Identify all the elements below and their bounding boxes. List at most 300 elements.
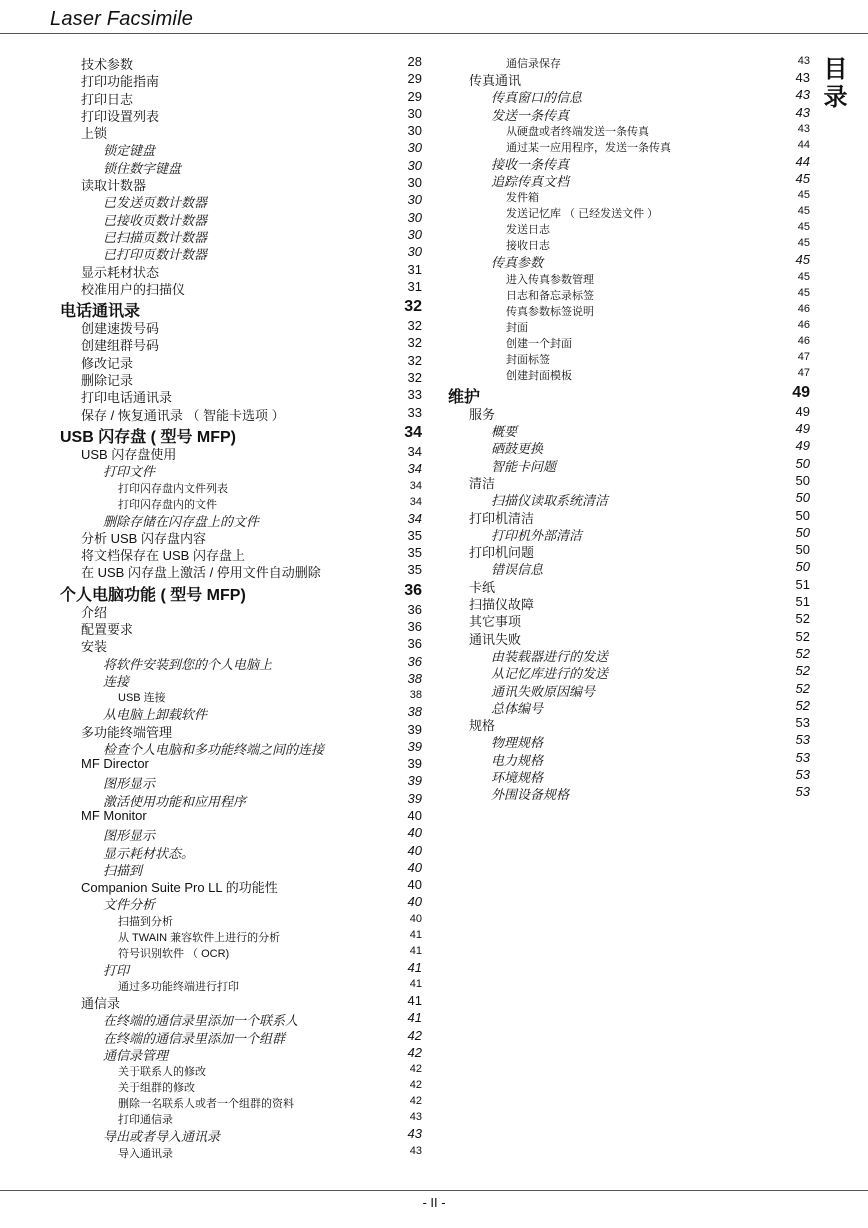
toc-entry-title: 介绍 — [81, 604, 108, 620]
toc-entry-page: 36 — [407, 636, 422, 652]
toc-entry-title: USB 闪存盘 ( 型号 MFP) — [60, 428, 236, 446]
toc-entry-page: 52 — [795, 680, 810, 696]
toc-entry-title: Companion Suite Pro LL 的功能性 — [81, 880, 278, 896]
toc-entry-page: 40 — [407, 859, 422, 875]
toc-entry-title: 规格 — [469, 718, 496, 734]
toc-entry-title: 激活使用功能和应用程序 — [103, 793, 247, 809]
toc-entry-page: 32 — [407, 370, 422, 386]
toc-entry[interactable] — [448, 252, 810, 269]
toc-entry-page: 43 — [797, 55, 810, 67]
toc-entry[interactable] — [60, 296, 422, 321]
toc-entry[interactable] — [60, 1010, 422, 1027]
toc-entry-title: 传真参数 — [491, 255, 544, 271]
toc-entry[interactable] — [448, 87, 810, 104]
toc-entry[interactable] — [448, 171, 810, 188]
toc-entry[interactable] — [60, 843, 422, 860]
toc-entry-title: 接收日志 — [506, 240, 550, 253]
toc-entry-title: 概要 — [491, 424, 518, 440]
toc-entry[interactable] — [448, 577, 810, 594]
toc-entry[interactable] — [448, 438, 810, 455]
toc-entry-title: 将软件安装到您的个人电脑上 — [103, 656, 273, 672]
toc-entry-page: 30 — [407, 209, 422, 225]
toc-entry-page: 34 — [407, 510, 422, 526]
toc-entry[interactable] — [60, 977, 422, 993]
toc-entry-title: 打印日志 — [81, 91, 134, 107]
toc-entry[interactable] — [60, 210, 422, 227]
toc-entry-page: 40 — [407, 877, 422, 893]
toc-entry-page: 30 — [407, 105, 422, 121]
toc-entry[interactable] — [448, 54, 810, 70]
toc-entry-page: 42 — [407, 1027, 422, 1043]
toc-entry-title: 保存 / 恢复通讯录 （ 智能卡选项 ） — [81, 407, 285, 423]
toc-entry-title: 打印电话通讯录 — [81, 390, 173, 406]
toc-entry[interactable] — [60, 580, 422, 602]
toc-entry[interactable] — [60, 960, 422, 977]
toc-entry-title: 锁定键盘 — [103, 143, 156, 159]
toc-entry-page: 41 — [409, 978, 422, 991]
header-divider — [0, 33, 868, 34]
toc-entry-page: 36 — [404, 581, 422, 599]
toc-entry-page: 38 — [409, 689, 422, 702]
toc-entry-title: 读取计数器 — [81, 178, 147, 194]
toc-entry-page: 45 — [797, 286, 810, 299]
toc-entry-title: 通信录管理 — [103, 1047, 169, 1063]
toc-entry-page: 42 — [409, 1095, 422, 1108]
footer-divider — [0, 1190, 868, 1191]
toc-entry-page: 53 — [795, 715, 810, 731]
toc-entry-page: 50 — [795, 524, 810, 540]
toc-entry-page: 41 — [409, 928, 422, 941]
toc-entry-page: 52 — [795, 663, 810, 679]
toc-entry[interactable] — [448, 490, 810, 507]
toc-entry[interactable] — [448, 188, 810, 204]
toc-entry-page: 47 — [797, 350, 810, 363]
toc-entry[interactable] — [60, 928, 422, 944]
toc-entry-title: 创建封面模板 — [506, 369, 572, 382]
toc-entry[interactable] — [448, 318, 810, 334]
toc-entry-page: 52 — [795, 611, 810, 627]
toc-entry-page: 34 — [407, 443, 422, 459]
toc-entry[interactable] — [60, 773, 422, 790]
toc-entry-title: 关于组群的修改 — [118, 1082, 195, 1095]
toc-entry-page: 53 — [795, 749, 810, 765]
toc-entry[interactable] — [448, 70, 810, 87]
toc-entry[interactable] — [448, 715, 810, 732]
toc-entry-title: 传真窗口的信息 — [491, 90, 583, 106]
toc-entry[interactable] — [60, 704, 422, 721]
toc-entry[interactable] — [60, 1062, 422, 1078]
toc-entry-title: 由装载器进行的发送 — [491, 648, 609, 664]
section-side-label: 目录 — [819, 56, 846, 112]
toc-entry-title: 通信录 — [81, 996, 121, 1012]
toc-entry[interactable] — [60, 244, 422, 261]
toc-entry-page: 32 — [407, 352, 422, 368]
toc-entry[interactable] — [60, 671, 422, 688]
toc-entry-page: 28 — [407, 54, 422, 69]
toc-entry-title: 删除记录 — [81, 373, 134, 389]
toc-entry-page: 52 — [795, 645, 810, 661]
toc-entry[interactable] — [448, 681, 810, 698]
toc-entry[interactable] — [60, 192, 422, 209]
toc-entry-page: 50 — [795, 542, 810, 558]
toc-entry-page: 40 — [407, 842, 422, 858]
toc-entry-title: 通过多功能终端进行打印 — [118, 981, 239, 994]
toc-entry-title: 通讯失败 — [469, 631, 522, 647]
toc-entry[interactable] — [60, 894, 422, 911]
toc-entry-title: 已打印页数计数器 — [103, 247, 208, 263]
toc-right-column — [448, 54, 810, 802]
toc-entry-page: 39 — [407, 721, 422, 737]
toc-entry-title: 传真通讯 — [469, 73, 522, 88]
toc-entry-title: 上锁 — [81, 126, 108, 142]
toc-entry-page: 30 — [407, 157, 422, 173]
toc-entry-page: 43 — [795, 87, 810, 103]
toc-entry-title: 已接收页数计数器 — [103, 212, 208, 228]
toc-entry[interactable] — [60, 808, 422, 825]
toc-entry-title: 其它事项 — [469, 614, 522, 630]
toc-entry-title: 错误信息 — [491, 562, 544, 578]
toc-entry-title: 检查个人电脑和多功能终端之间的连接 — [103, 741, 325, 757]
toc-entry-page: 47 — [797, 366, 810, 379]
toc-entry-page: 41 — [409, 944, 422, 957]
toc-entry-page: 40 — [407, 894, 422, 910]
toc-entry[interactable] — [60, 791, 422, 808]
toc-entry-page: 46 — [797, 334, 810, 347]
toc-entry-page: 50 — [795, 507, 810, 523]
toc-entry[interactable] — [60, 158, 422, 175]
toc-entry-page: 33 — [407, 387, 422, 403]
toc-entry-page: 40 — [409, 912, 422, 925]
toc-entry-page: 46 — [797, 318, 810, 331]
toc-entry-title: 文件分析 — [103, 897, 156, 913]
toc-entry[interactable] — [448, 404, 810, 421]
toc-entry[interactable] — [60, 444, 422, 461]
toc-entry[interactable] — [60, 262, 422, 279]
toc-entry-title: 清洁 — [469, 475, 496, 491]
toc-entry[interactable] — [60, 54, 422, 71]
toc-entry[interactable] — [60, 528, 422, 545]
toc-entry[interactable] — [60, 825, 422, 842]
toc-entry-title: 在终端的通信录里添加一个联系人 — [103, 1013, 299, 1029]
toc-entry[interactable] — [448, 473, 810, 490]
toc-entry-title: 通过某一应用程序，发送一条传真 — [506, 141, 671, 154]
toc-entry[interactable] — [448, 559, 810, 576]
toc-entry[interactable] — [448, 646, 810, 663]
toc-entry-title: 已扫描页数计数器 — [103, 229, 208, 245]
toc-entry-page: 38 — [407, 704, 422, 720]
toc-entry-page: 32 — [407, 318, 422, 334]
toc-entry[interactable] — [60, 739, 422, 756]
toc-entry-title: 创建一个封面 — [506, 337, 572, 350]
toc-entry[interactable] — [448, 105, 810, 122]
toc-entry-page: 46 — [797, 302, 810, 315]
toc-entry[interactable] — [448, 629, 810, 646]
toc-entry[interactable] — [448, 270, 810, 286]
toc-entry-page: 43 — [795, 70, 810, 85]
toc-entry-page: 34 — [404, 423, 422, 441]
toc-entry-page: 49 — [792, 383, 810, 401]
toc-entry[interactable] — [60, 405, 422, 422]
toc-entry-page: 45 — [795, 252, 810, 268]
toc-entry[interactable] — [448, 382, 810, 404]
toc-entry[interactable] — [60, 387, 422, 404]
toc-entry-page: 35 — [407, 562, 422, 578]
toc-entry[interactable] — [60, 140, 422, 157]
toc-entry[interactable] — [60, 688, 422, 704]
toc-entry-title: 发送记忆库 （ 已经发送文件 ） — [506, 208, 659, 221]
toc-entry-page: 30 — [407, 140, 422, 156]
toc-entry-page: 51 — [795, 576, 810, 592]
toc-entry[interactable] — [60, 422, 422, 444]
toc-entry[interactable] — [60, 511, 422, 528]
toc-entry-title: 环境规格 — [491, 770, 544, 786]
toc-entry[interactable] — [448, 350, 810, 366]
toc-entry-title: 在 USB 闪存盘上激活 / 停用文件自动删除 — [81, 565, 321, 581]
toc-entry-page: 33 — [407, 404, 422, 420]
toc-entry-title: 发送一条传真 — [491, 107, 570, 123]
toc-entry-page: 30 — [407, 244, 422, 260]
toc-entry[interactable] — [60, 860, 422, 877]
toc-entry-title: 导出或者导入通讯录 — [103, 1129, 221, 1145]
toc-entry-title: 符号识别软件 （ OCR) — [118, 947, 230, 960]
toc-entry-title: 硒鼓更换 — [491, 441, 544, 457]
toc-entry[interactable] — [448, 366, 810, 382]
toc-entry[interactable] — [60, 1028, 422, 1045]
toc-entry[interactable] — [448, 456, 810, 473]
toc-entry-page: 41 — [407, 1010, 422, 1026]
toc-entry-title: MF Director — [81, 756, 149, 772]
toc-entry-page: 45 — [797, 189, 810, 202]
toc-entry-page: 30 — [407, 226, 422, 242]
toc-entry[interactable] — [60, 756, 422, 773]
toc-entry-title: 打印机外部清洁 — [491, 527, 583, 543]
toc-entry-title: 服务 — [469, 406, 496, 422]
toc-entry-page: 30 — [407, 123, 422, 139]
toc-entry-title: 图形显示 — [103, 776, 156, 792]
toc-entry[interactable] — [448, 204, 810, 220]
toc-entry-title: 删除一名联系人或者一个组群的资料 — [118, 1098, 294, 1111]
toc-entry-page: 51 — [795, 594, 810, 610]
toc-entry-title: 通讯失败原因编号 — [491, 683, 596, 699]
toc-entry-title: 从电脑上卸载软件 — [103, 707, 208, 723]
toc-entry[interactable] — [448, 611, 810, 628]
toc-entry-title: 总体编号 — [491, 700, 544, 716]
toc-entry-page: 30 — [407, 175, 422, 191]
toc-entry-title: 打印机清洁 — [469, 510, 535, 526]
toc-entry-page: 49 — [795, 438, 810, 454]
toc-entry-page: 45 — [797, 270, 810, 283]
toc-entry-title: 将文档保存在 USB 闪存盘上 — [81, 548, 245, 564]
toc-entry-title: 分析 USB 闪存盘内容 — [81, 530, 206, 546]
toc-entry-page: 34 — [407, 461, 422, 477]
toc-entry-title: 智能卡问题 — [491, 458, 557, 474]
toc-entry[interactable] — [448, 122, 810, 138]
toc-entry[interactable] — [60, 562, 422, 579]
toc-entry-title: 通信录保存 — [506, 58, 561, 70]
toc-entry[interactable] — [448, 525, 810, 542]
toc-entry[interactable] — [448, 784, 810, 801]
toc-entry[interactable] — [448, 698, 810, 715]
toc-entry-page: 42 — [409, 1079, 422, 1092]
toc-entry-page: 50 — [795, 559, 810, 575]
document-header-title: Laser Facsimile — [50, 8, 194, 30]
toc-entry[interactable] — [60, 1078, 422, 1094]
toc-entry[interactable] — [448, 732, 810, 749]
toc-entry[interactable] — [60, 279, 422, 296]
toc-entry[interactable] — [448, 220, 810, 236]
toc-entry-title: 扫描仪故障 — [469, 597, 535, 613]
toc-entry[interactable] — [60, 636, 422, 653]
toc-entry[interactable] — [60, 722, 422, 739]
toc-entry-title: 电力规格 — [491, 752, 544, 768]
toc-entry-title: 创建组群号码 — [81, 338, 160, 354]
toc-entry-page: 40 — [407, 807, 422, 823]
toc-entry-page: 34 — [409, 495, 422, 508]
toc-entry-page: 53 — [795, 784, 810, 800]
toc-entry[interactable] — [448, 138, 810, 154]
toc-entry[interactable] — [60, 1094, 422, 1110]
toc-entry[interactable] — [60, 106, 422, 123]
toc-entry[interactable] — [448, 750, 810, 767]
toc-entry-page: 49 — [795, 421, 810, 437]
toc-entry[interactable] — [60, 654, 422, 671]
toc-entry-page: 45 — [797, 237, 810, 250]
toc-entry[interactable] — [60, 1126, 422, 1143]
toc-entry-page: 38 — [407, 670, 422, 686]
toc-entry[interactable] — [448, 334, 810, 350]
toc-entry-title: 接收一条传真 — [491, 156, 570, 172]
toc-entry-title: 技术参数 — [81, 57, 134, 72]
toc-entry[interactable] — [448, 302, 810, 318]
toc-entry-title: 卡纸 — [469, 579, 496, 595]
toc-entry[interactable] — [60, 370, 422, 387]
toc-entry[interactable] — [60, 123, 422, 140]
toc-entry-title: 图形显示 — [103, 828, 156, 844]
toc-entry-title: 从 TWAIN 兼容软件上进行的分析 — [118, 931, 281, 944]
toc-entry[interactable] — [448, 767, 810, 784]
toc-entry[interactable] — [60, 877, 422, 894]
toc-entry-page: 31 — [407, 261, 422, 277]
toc-entry[interactable] — [60, 1144, 422, 1160]
toc-entry[interactable] — [60, 479, 422, 495]
toc-entry-page: 42 — [407, 1044, 422, 1060]
toc-entry-page: 34 — [409, 479, 422, 492]
toc-entry[interactable] — [448, 663, 810, 680]
toc-entry-title: MF Monitor — [81, 807, 147, 823]
toc-entry-page: 29 — [407, 88, 422, 104]
toc-entry[interactable] — [448, 542, 810, 559]
toc-entry-page: 32 — [407, 335, 422, 351]
toc-entry-page: 35 — [407, 545, 422, 561]
toc-entry[interactable] — [448, 236, 810, 252]
toc-entry[interactable] — [60, 71, 422, 88]
toc-entry-title: 追踪传真文档 — [491, 174, 570, 190]
toc-entry[interactable] — [60, 1045, 422, 1062]
toc-entry-page: 43 — [797, 122, 810, 135]
toc-entry-title: 封面标签 — [506, 353, 550, 366]
toc-entry-page: 35 — [407, 527, 422, 543]
toc-entry[interactable] — [60, 619, 422, 636]
toc-entry[interactable] — [60, 602, 422, 619]
toc-entry-title: USB 连接 — [118, 692, 166, 705]
toc-entry-title: 打印闪存盘内的文件 — [118, 498, 217, 511]
toc-entry[interactable] — [60, 318, 422, 335]
toc-entry-page: 32 — [404, 298, 422, 316]
toc-entry[interactable] — [60, 993, 422, 1010]
toc-entry-title: 显示耗材状态。 — [103, 845, 195, 861]
toc-entry-title: 发件箱 — [506, 192, 539, 205]
toc-entry[interactable] — [60, 1110, 422, 1126]
toc-entry-title: 打印机问题 — [469, 545, 535, 561]
toc-entry[interactable] — [60, 89, 422, 106]
toc-entry-title: 扫描到 — [103, 862, 143, 878]
toc-entry-page: 39 — [407, 738, 422, 754]
toc-entry-page: 50 — [795, 490, 810, 506]
toc-entry[interactable] — [448, 421, 810, 438]
toc-entry-title: 配置要求 — [81, 622, 134, 638]
toc-entry[interactable] — [448, 286, 810, 302]
toc-entry[interactable] — [448, 508, 810, 525]
toc-entry[interactable] — [60, 353, 422, 370]
toc-entry[interactable] — [60, 912, 422, 928]
toc-entry-page: 45 — [797, 205, 810, 218]
toc-entry-page: 41 — [407, 959, 422, 975]
toc-entry[interactable] — [60, 495, 422, 511]
toc-entry-title: 打印闪存盘内文件列表 — [118, 482, 228, 495]
toc-entry-title: 扫描到分析 — [118, 915, 173, 928]
toc-entry-page: 36 — [407, 601, 422, 617]
toc-entry-title: 打印功能指南 — [81, 74, 160, 90]
toc-entry-title: 维护 — [448, 388, 481, 406]
toc-entry-page: 39 — [407, 790, 422, 806]
toc-entry[interactable] — [60, 944, 422, 960]
toc-entry-title: 在终端的通信录里添加一个组群 — [103, 1030, 286, 1046]
toc-entry-title: 打印 — [103, 962, 130, 978]
toc-entry-title: 打印通信录 — [118, 1114, 173, 1127]
toc-entry-page: 40 — [407, 825, 422, 841]
toc-entry-page: 41 — [407, 993, 422, 1009]
toc-entry-title: 打印文件 — [103, 464, 156, 480]
page-number: - II - — [422, 1195, 446, 1210]
toc-entry-title: 连接 — [103, 673, 130, 689]
toc-entry-page: 43 — [795, 104, 810, 120]
toc-entry-title: 物理规格 — [491, 735, 544, 751]
toc-entry[interactable] — [60, 461, 422, 478]
toc-entry[interactable] — [60, 227, 422, 244]
toc-entry[interactable] — [448, 154, 810, 171]
toc-entry-title: 封面 — [506, 321, 528, 334]
toc-entry-title: 传真参数标签说明 — [506, 305, 594, 318]
toc-entry[interactable] — [60, 175, 422, 192]
toc-entry-page: 29 — [407, 71, 422, 87]
toc-entry-page: 31 — [407, 278, 422, 294]
toc-entry-page: 53 — [795, 732, 810, 748]
toc-entry-page: 45 — [795, 171, 810, 187]
toc-entry-title: 外围设备规格 — [491, 787, 570, 803]
toc-entry-title: 个人电脑功能 ( 型号 MFP) — [60, 586, 246, 604]
toc-entry[interactable] — [448, 594, 810, 611]
toc-entry-title: 打印设置列表 — [81, 108, 160, 124]
toc-entry-title: 电话通讯录 — [60, 303, 141, 321]
toc-entry-page: 52 — [795, 628, 810, 644]
toc-entry[interactable] — [60, 335, 422, 352]
toc-entry-page: 43 — [409, 1144, 422, 1157]
toc-entry-title: 校准用户的扫描仪 — [81, 281, 186, 297]
toc-entry-page: 36 — [407, 619, 422, 635]
toc-entry-page: 45 — [797, 221, 810, 234]
toc-entry[interactable] — [60, 545, 422, 562]
toc-entry-title: 关于联系人的修改 — [118, 1066, 206, 1079]
